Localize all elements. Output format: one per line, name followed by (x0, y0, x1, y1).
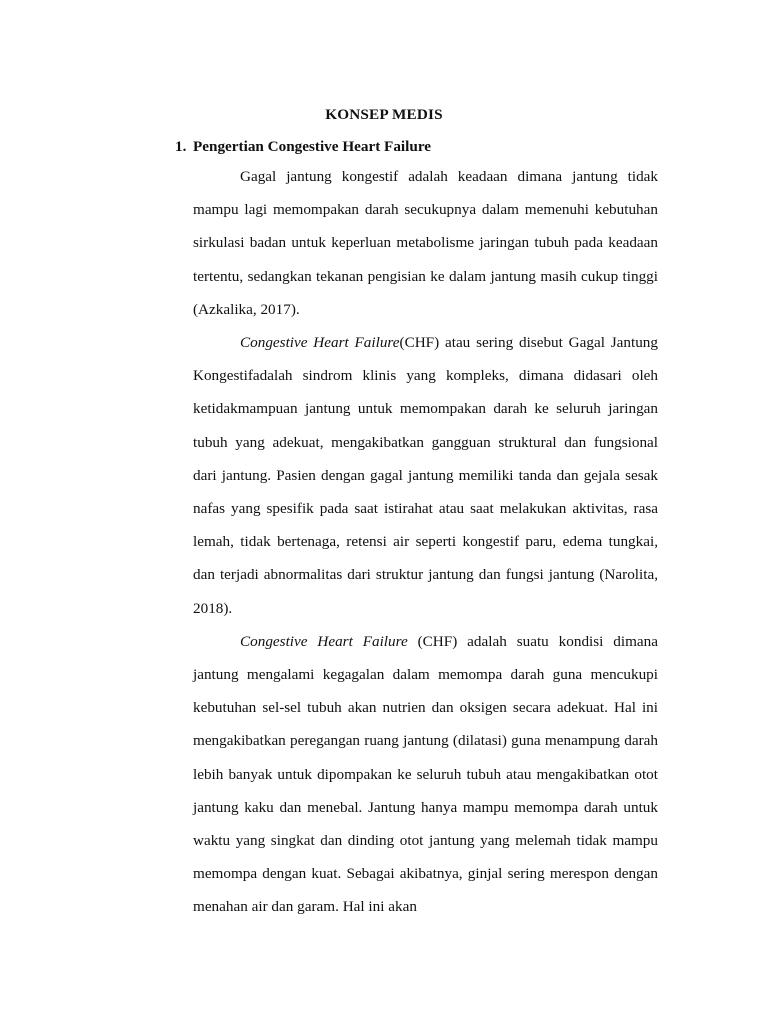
paragraph-3 (193, 625, 658, 924)
document-body (193, 160, 658, 924)
paragraph-2-text: (CHF) atau sering disebut Gagal Jantung Kongestifadalah sindrom klinis yang kompleks, dimana didasari oleh ketidakmampuan jantung untuk memompakan darah ke seluruh jaringan tubuh yang adekuat, mengakibatkan gangguan struktural dan fungsional dari jantung. Pasien dengan gagal jantung memiliki tanda dan gejala sesak nafas yang spesifik pada saat istirahat atau saat melakukan aktivitas, rasa lemah, tidak bertenaga, retensi air seperti kongestif paru, edema tungkai, dan terjadi abnormalitas dari struktur jantung dan fungsi jantung (Narolita, 2018). (193, 334, 658, 617)
section-heading-text: Pengertian Congestive Heart Failure (193, 138, 432, 155)
paragraph-2 (193, 326, 658, 625)
section-number: 1. (175, 138, 187, 155)
paragraph-3-text: (CHF) adalah suatu kondisi dimana jantung mengalami kegagalan dalam memompa darah guna mencukupi kebutuhan sel-sel tubuh akan nutrien dan oksigen secara adekuat. Hal ini mengakibatkan peregangan ruang jantung (dilatasi) guna menampung darah lebih banyak untuk dipompakan ke seluruh tubuh atau mengakibatkan otot jantung kaku dan menebal. Jantung hanya mampu memompa darah untuk waktu yang singkat dan dinding otot jantung yang melemah tidak mampu memompa dengan kuat. Sebagai akibatnya, ginjal sering merespon dengan menahan air dan garam. Hal ini akan (193, 632, 658, 916)
paragraph-1 (193, 160, 658, 326)
document-title: KONSEP MEDIS (325, 106, 443, 123)
paragraph-1-text: Gagal jantung kongestif adalah keadaan dimana jantung tidak mampu lagi memompakan darah secukupnya dalam memenuhi kebutuhan sirkulasi badan untuk keperluan metabolisme jaringan tubuh pada keadaan tertentu, sedangkan tekanan pengisian ke dalam jantung masih cukup tinggi (Azkalika, 2017). (193, 168, 658, 318)
paragraph-2-italic-term: Congestive Heart Failure (240, 334, 400, 352)
section-heading (175, 136, 431, 158)
paragraph-3-italic-term: Congestive Heart Failure (240, 632, 408, 650)
